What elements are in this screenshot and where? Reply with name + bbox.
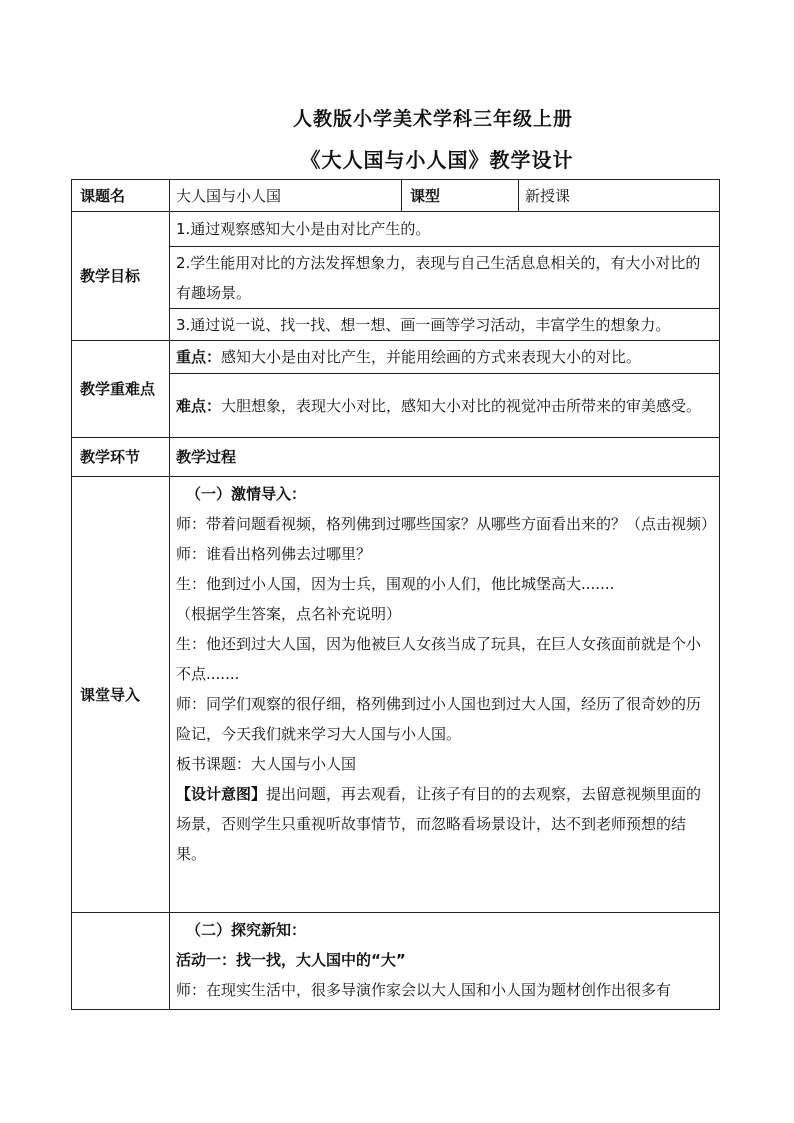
row-focus: [72, 341, 720, 374]
explore-heading: （二）探究新知：: [186, 921, 307, 939]
explore-label-empty: [72, 913, 170, 1010]
design-intent-text: 提出问题，再去观看，让孩子有目的的去观察，去留意视频里面的场景，否则学生只重视听故事情节，而忽略看场景设计，达不到老师预想的结果。: [176, 785, 702, 863]
intro-line-1: 师：带着问题看视频，格列佛到过哪些国家？从哪些方面看出来的？（点击视频）: [176, 515, 717, 533]
goals-label: 教学目标: [72, 212, 170, 341]
process-stage-label: 教学环节: [72, 438, 170, 477]
row-goal-1: [72, 212, 720, 247]
design-intent: [176, 779, 713, 869]
intro-heading: （一）激情导入：: [186, 485, 307, 503]
intro-line-4: （根据学生答案，点名补充说明）: [176, 605, 402, 623]
goal-item-1: 1.通过观察感知大小是由对比产生的。: [170, 212, 720, 247]
row-goal-3: [72, 309, 720, 341]
focus-label: 重点：: [176, 348, 222, 366]
row-explore: [72, 913, 720, 1010]
focus-text: 感知大小是由对比产生，并能用绘画的方式来表现大小的对比。: [221, 348, 642, 366]
difficulty-text: 大胆想象，表现大小对比，感知大小对比的视觉冲击所带来的审美感受。: [221, 396, 702, 415]
course-name-value: 大人国与小人国: [170, 180, 402, 212]
focus-cell: [170, 341, 720, 374]
row-goal-2: [72, 247, 720, 309]
key-points-label: 教学重难点: [72, 341, 170, 438]
intro-content: [170, 477, 720, 913]
explore-line: 师：在现实生活中，很多导演作家会以大人国和小人国为题材创作出很多有: [176, 981, 672, 999]
design-intent-label: 【设计意图】: [176, 785, 267, 803]
row-process-header: [72, 438, 720, 477]
process-header-value: 教学过程: [170, 438, 720, 477]
row-difficulty: [72, 374, 720, 438]
lesson-plan-table: [71, 179, 720, 1010]
goal-item-2: 2.学生能用对比的方法发挥想象力，表现与自己生活息息相关的，有大小对比的有趣场景。: [170, 247, 720, 309]
intro-line-6: 师：同学们观察的很仔细，格列佛到过小人国也到过大人国，经历了很奇妙的历险记，今天我们就来学习大人国与小人国。: [176, 695, 702, 743]
intro-line-3: 生：他到过小人国，因为士兵，围观的小人们，他比城堡高大.......: [176, 575, 615, 593]
document-title: 人教版小学美术学科三年级上册: [292, 108, 573, 130]
course-type-label: 课型: [402, 180, 519, 212]
intro-line-5: 生：他还到过大人国，因为他被巨人女孩当成了玩具，在巨人女孩面前就是个小不点.......: [176, 635, 702, 683]
difficulty-cell: [170, 374, 720, 438]
goal-item-3: 3.通过说一说、找一找、想一想、画一画等学习活动，丰富学生的想象力。: [170, 309, 720, 341]
row-intro: [72, 477, 720, 913]
course-name-label: 课题名: [72, 180, 170, 212]
explore-activity: 活动一：找一找，大人国中的“大”: [176, 951, 406, 969]
explore-content: [170, 913, 720, 1010]
intro-label: 课堂导入: [72, 477, 170, 913]
course-type-value: 新授课: [519, 180, 720, 212]
row-course: [72, 180, 720, 212]
document-subtitle: 《大人国与小人国》教学设计: [300, 148, 574, 172]
difficulty-label: 难点：: [176, 396, 222, 415]
intro-line-2: 师：谁看出格列佛去过哪里？: [176, 545, 372, 563]
intro-line-7: 板书课题：大人国与小人国: [176, 755, 357, 773]
